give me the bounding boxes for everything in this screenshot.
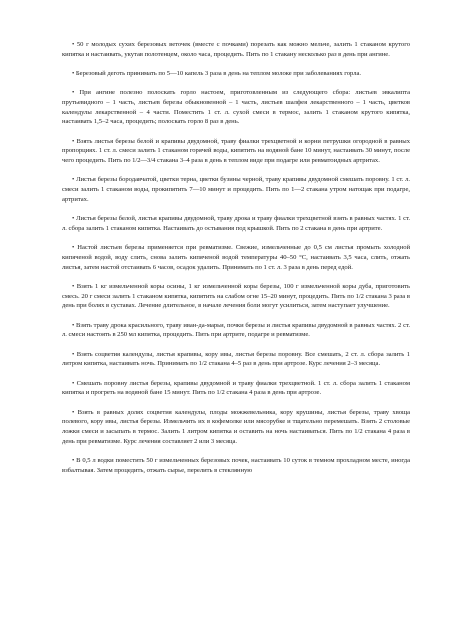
- paragraph-birch-nettle-broom-violet: • Листья березы белой, листья крапивы двудомной, траву дрока и траву фиалки трехцветной взять в равных частях. 1 ст. л. сбора залить 1 стаканом кипятка. Настаивать до остывания под крышкой. Пить по 2 стакана в день при артрите.: [62, 215, 410, 232]
- paragraph-bark-mix: • Взять 1 кг измельченной коры осины, 1 кг измельченной коры березы, 100 г измельченной коры дуба, приготовить смесь. 20 г смеси залить 1 стаканом кипятка, кипятить на слабом огне 15–20 минут, процедить. Пить по 1/2 стакана 3 раза в день при болях в суставах. Лечение длительное, в начале лечения боли могут усилиться, затем наступает улучшение.: [62, 282, 410, 310]
- paragraph-birch-leaf-infusion: • Настой листьев березы применяется при ревматизме. Свежие, измельченные до 0,5 см листья промыть холодной кипяченой водой, воду слить, снова залить кипяченой водой температуры 40–50 °С, настаивать 3,5 часа, слить, отжать листья, затем настой отстаивать 6 часов, осадок удалить. Принимать по 1 ст. л. 3 раза в день перед едой.: [62, 244, 410, 271]
- paragraph-dyer-broom-mix: • Взять траву дрока красильного, траву иван-да-марьи, почки березы и листья крапивы двудомной в равных частях. 2 ст. л. смеси настоять в 250 мл кипятка, процедить. Пить при артрите, подагре и ревматизме.: [62, 321, 410, 339]
- paragraph-juniper-collection: • Взять в равных долях соцветия календулы, плоды можжевельника, кору крушины, листья березы, траву хвоща полевого, кору ивы, листья березы. Измельчить их в кофемолке или мясорубке и тщательно перемешать. Взять 2 столовые ложки смеси и засыпать в термос. Залить 1 литром кипятка и оставить на ночь настаиваться. Пить по 1/2 стакана 4 раза в день при ревматизме. Курс лечения составляет 2 или 3 месяца.: [62, 408, 410, 445]
- paragraph-birch-nettle-violet-arthrosis: • Смешать поровну листья березы, крапивы двудомной и траву фиалки трехцветной. 1 ст. л. сбора залить 1 стаканом кипятка и прогреть на водяной бане 15 минут. Пить по 1/2 стакана 4 раза в день при артрозе.: [62, 379, 410, 397]
- document-body: [62, 40, 410, 485]
- paragraph-birch-tar: • Березовый деготь принимать по 5—10 капель 3 раза в день на теплом молоке при заболеваниях горла.: [72, 70, 362, 77]
- paragraph-warty-birch-mix: • Листья березы бородавчатой, цветки терна, цветки бузины черной, траву крапивы двудомной смешать поровну. 1 ст. л. смеси залить 1 стаканом воды, прокипятить 7—10 минут и процедить. Пить по 1—2 стакана утром натощак при подагре, артритах.: [62, 176, 410, 203]
- paragraph-birch-twigs-angina: • 50 г молодых сухих березовых веточек (вместе с почками) порезать как можно мельче, залить 1 стаканом крутого кипятка и настаивать, укутав полотенцем, около часа, процедить. Пить по 1 стакану несколько раз в день при ангине.: [62, 41, 410, 58]
- paragraph-gargle-collection: • При ангине полезно полоскать горло настоем, приготовленным из следующего сбора: листьев эвкалипта прутьевидного – 1 часть, листьев березы обыкновенной – 1 часть, листьев шалфея лекарственного – 1 часть, цветков календулы лекарственной – 4 части. Поместить 1 ст. л. сухой смеси в термос, залить 1 стаканом крутого кипятка, настаивать 1,5–2 часа, процедить; полоскать горло 8 раз в день.: [62, 89, 410, 126]
- paragraph-birch-bud-tincture: • В 0,5 л водки поместить 50 г измельченных березовых почек, настаивать 10 суток в темном прохладном месте, иногда взбалтывая. Затем процедить, отжать сырье, перелить в стеклянную: [62, 456, 410, 474]
- paragraph-calendula-nettle-willow: • Взять соцветия календулы, листья крапивы, кору ивы, листья березы поровну. Все смешать, 2 ст. л. сбора залить 1 литром кипятка, настаивать ночь. Принимать по 1/2 стакана 4–5 раз в день при артрозе. Курс лечения 2–3 месяца.: [62, 350, 410, 368]
- paragraph-birch-nettle-violet-parsley: • Взять листья березы белой и крапивы двудомной, траву фиалки трехцветной и корни петрушки огородной в равных пропорциях. 1 ст. л. смеси залить 1 стаканом горячей воды, кипятить на водяной бане 10 минут, настаивать 30 минут, после чего процедить. Пить по 1/2—3/4 стакана 3–4 раза в день в теплом виде при подагре или ревматоидных артритах.: [62, 137, 410, 165]
